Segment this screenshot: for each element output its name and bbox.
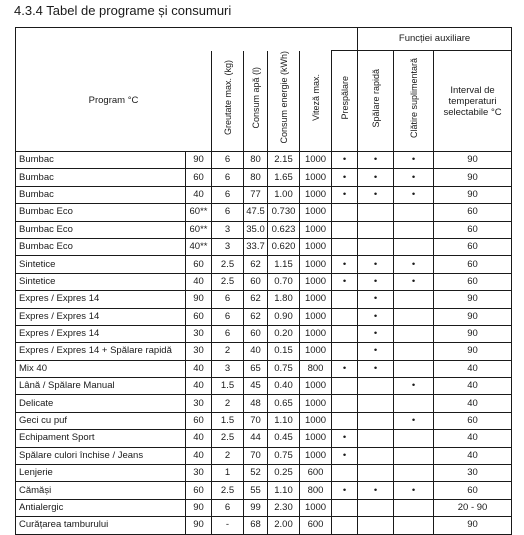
energy-consumption-cell: 0.75 — [268, 447, 300, 464]
energy-consumption-cell: 0.45 — [268, 430, 300, 447]
water-header: Consum apă (l) — [244, 51, 268, 152]
program-temperature-cell: 30 — [186, 343, 212, 360]
prewash-cell — [332, 395, 358, 412]
table-row — [16, 360, 512, 377]
program-name-cell: Lenjerie — [16, 465, 186, 482]
program-temperature-cell: 40 — [186, 186, 212, 203]
extra-rinse-cell — [394, 204, 434, 221]
program-name-cell: Sintetice — [16, 256, 186, 273]
table-row — [16, 221, 512, 238]
extra-rinse-cell — [394, 343, 434, 360]
program-temperature-cell: 60 — [186, 308, 212, 325]
table-row — [16, 325, 512, 342]
max-weight-cell: 3 — [212, 360, 244, 377]
extra-rinse-cell: • — [394, 186, 434, 203]
max-speed-cell: 600 — [300, 465, 332, 482]
program-temperature-cell: 60 — [186, 482, 212, 499]
water-consumption-cell: 77 — [244, 186, 268, 203]
program-header: Program °C — [16, 51, 212, 152]
extra-rinse-cell — [394, 499, 434, 516]
water-consumption-cell: 62 — [244, 308, 268, 325]
water-consumption-cell: 99 — [244, 499, 268, 516]
temperature-range-cell: 20 - 90 — [434, 499, 512, 516]
program-name-cell: Sintetice — [16, 273, 186, 290]
program-temperature-cell: 90 — [186, 517, 212, 534]
extra-rinse-cell — [394, 395, 434, 412]
max-weight-cell: 2 — [212, 395, 244, 412]
energy-consumption-cell: 0.15 — [268, 343, 300, 360]
water-consumption-cell: 52 — [244, 465, 268, 482]
extra-rinse-cell — [394, 447, 434, 464]
max-weight-cell: 1.5 — [212, 378, 244, 395]
program-name-cell: Spălare culori închise / Jeans — [16, 447, 186, 464]
energy-consumption-cell: 0.620 — [268, 238, 300, 255]
quick-wash-cell — [358, 395, 394, 412]
max-speed-cell: 1000 — [300, 186, 332, 203]
extra-rinse-cell: • — [394, 256, 434, 273]
max-speed-cell: 1000 — [300, 499, 332, 516]
max-weight-cell: 2 — [212, 447, 244, 464]
water-consumption-cell: 65 — [244, 360, 268, 377]
max-weight-cell: 6 — [212, 152, 244, 169]
energy-consumption-cell: 0.25 — [268, 465, 300, 482]
program-name-cell: Bumbac Eco — [16, 204, 186, 221]
temperature-range-cell: 90 — [434, 517, 512, 534]
max-speed-cell: 1000 — [300, 378, 332, 395]
max-speed-cell: 1000 — [300, 152, 332, 169]
max-weight-cell: 6 — [212, 169, 244, 186]
prewash-cell — [332, 238, 358, 255]
energy-consumption-cell: 1.65 — [268, 169, 300, 186]
temperature-range-cell: 40 — [434, 430, 512, 447]
energy-consumption-cell: 0.623 — [268, 221, 300, 238]
table-row — [16, 499, 512, 516]
prewash-cell: • — [332, 482, 358, 499]
water-consumption-cell: 44 — [244, 430, 268, 447]
prewash-cell — [332, 499, 358, 516]
quick-wash-cell: • — [358, 169, 394, 186]
quick-wash-cell: • — [358, 325, 394, 342]
program-name-cell: Expres / Expres 14 — [16, 291, 186, 308]
quick-wash-header: Spălare rapidă — [358, 51, 394, 152]
program-name-cell: Curățarea tamburului — [16, 517, 186, 534]
temperature-range-cell: 90 — [434, 308, 512, 325]
max-speed-cell: 1000 — [300, 447, 332, 464]
temperature-range-cell: 90 — [434, 186, 512, 203]
prewash-cell — [332, 378, 358, 395]
table-row — [16, 152, 512, 169]
prewash-cell: • — [332, 360, 358, 377]
water-consumption-cell: 35.0 — [244, 221, 268, 238]
program-name-cell: Bumbac Eco — [16, 221, 186, 238]
quick-wash-cell: • — [358, 152, 394, 169]
water-consumption-cell: 60 — [244, 325, 268, 342]
extra-rinse-cell — [394, 308, 434, 325]
max-weight-cell: 6 — [212, 308, 244, 325]
temperature-range-cell: 40 — [434, 447, 512, 464]
table-row — [16, 291, 512, 308]
temperature-range-cell: 30 — [434, 465, 512, 482]
prewash-cell — [332, 308, 358, 325]
temperature-range-cell: 90 — [434, 291, 512, 308]
energy-consumption-cell: 0.75 — [268, 360, 300, 377]
prewash-cell: • — [332, 273, 358, 290]
energy-consumption-cell: 1.10 — [268, 482, 300, 499]
quick-wash-cell: • — [358, 482, 394, 499]
program-temperature-cell: 40 — [186, 273, 212, 290]
energy-consumption-cell: 0.20 — [268, 325, 300, 342]
program-temperature-cell: 90 — [186, 291, 212, 308]
max-speed-cell: 1000 — [300, 412, 332, 429]
temperature-range-cell: 40 — [434, 378, 512, 395]
prewash-cell — [332, 517, 358, 534]
program-temperature-cell: 30 — [186, 465, 212, 482]
water-consumption-cell: 80 — [244, 169, 268, 186]
energy-consumption-cell: 0.40 — [268, 378, 300, 395]
table-row — [16, 378, 512, 395]
energy-consumption-cell: 1.15 — [268, 256, 300, 273]
program-temperature-cell: 30 — [186, 395, 212, 412]
extra-rinse-cell — [394, 291, 434, 308]
table-row — [16, 169, 512, 186]
quick-wash-cell — [358, 412, 394, 429]
quick-wash-cell: • — [358, 186, 394, 203]
temperature-range-cell: 60 — [434, 412, 512, 429]
max-weight-cell: - — [212, 517, 244, 534]
programs-table-body — [16, 152, 512, 535]
extra-rinse-cell — [394, 517, 434, 534]
max-weight-cell: 2.5 — [212, 256, 244, 273]
prewash-cell: • — [332, 447, 358, 464]
max-weight-cell: 2.5 — [212, 430, 244, 447]
energy-consumption-cell: 1.10 — [268, 412, 300, 429]
prewash-cell — [332, 465, 358, 482]
prewash-cell — [332, 343, 358, 360]
extra-rinse-cell: • — [394, 412, 434, 429]
energy-consumption-cell: 1.00 — [268, 186, 300, 203]
max-speed-cell: 1000 — [300, 343, 332, 360]
quick-wash-cell — [358, 204, 394, 221]
program-name-cell: Geci cu puf — [16, 412, 186, 429]
program-name-cell: Bumbac — [16, 152, 186, 169]
max-speed-cell: 1000 — [300, 273, 332, 290]
temperature-range-cell: 40 — [434, 360, 512, 377]
max-speed-cell: 1000 — [300, 395, 332, 412]
program-temperature-cell: 90 — [186, 152, 212, 169]
max-speed-cell: 1000 — [300, 325, 332, 342]
extra-rinse-cell — [394, 221, 434, 238]
table-row — [16, 482, 512, 499]
table-row — [16, 256, 512, 273]
program-temperature-cell: 60 — [186, 412, 212, 429]
quick-wash-cell: • — [358, 256, 394, 273]
program-temperature-cell: 30 — [186, 325, 212, 342]
extra-rinse-cell: • — [394, 152, 434, 169]
program-temperature-cell: 40** — [186, 238, 212, 255]
max-weight-cell: 2.5 — [212, 482, 244, 499]
quick-wash-cell — [358, 430, 394, 447]
table-row — [16, 395, 512, 412]
program-name-cell: Expres / Expres 14 + Spălare rapidă — [16, 343, 186, 360]
program-name-cell: Bumbac — [16, 186, 186, 203]
table-row — [16, 343, 512, 360]
energy-consumption-cell: 0.730 — [268, 204, 300, 221]
temperature-range-cell: 60 — [434, 482, 512, 499]
energy-consumption-cell: 2.30 — [268, 499, 300, 516]
energy-consumption-cell: 2.00 — [268, 517, 300, 534]
prewash-cell — [332, 325, 358, 342]
program-temperature-cell: 40 — [186, 360, 212, 377]
temperature-range-cell: 60 — [434, 238, 512, 255]
max-speed-cell: 1000 — [300, 204, 332, 221]
max-speed-cell: 1000 — [300, 308, 332, 325]
max-weight-cell: 6 — [212, 186, 244, 203]
water-consumption-cell: 48 — [244, 395, 268, 412]
program-temperature-cell: 90 — [186, 499, 212, 516]
max-weight-cell: 3 — [212, 238, 244, 255]
temperature-range-cell: 60 — [434, 221, 512, 238]
water-consumption-cell: 33.7 — [244, 238, 268, 255]
quick-wash-cell — [358, 517, 394, 534]
water-consumption-cell: 45 — [244, 378, 268, 395]
max-weight-cell: 6 — [212, 291, 244, 308]
water-consumption-cell: 70 — [244, 447, 268, 464]
header-row-top — [16, 28, 512, 51]
quick-wash-cell — [358, 499, 394, 516]
program-name-cell: Bumbac — [16, 169, 186, 186]
quick-wash-cell — [358, 447, 394, 464]
water-consumption-cell: 60 — [244, 273, 268, 290]
page-title: 4.3.4 Tabel de programe și consumuri — [14, 3, 232, 18]
program-name-cell: Lână / Spălare Manual — [16, 378, 186, 395]
table-row — [16, 308, 512, 325]
water-consumption-cell: 62 — [244, 291, 268, 308]
quick-wash-cell — [358, 378, 394, 395]
program-name-cell: Mix 40 — [16, 360, 186, 377]
program-temperature-cell: 60 — [186, 256, 212, 273]
water-consumption-cell: 55 — [244, 482, 268, 499]
extra-rinse-cell — [394, 465, 434, 482]
extra-rinse-cell: • — [394, 169, 434, 186]
max-speed-cell: 1000 — [300, 221, 332, 238]
prewash-cell — [332, 204, 358, 221]
energy-consumption-cell: 0.90 — [268, 308, 300, 325]
max-weight-cell: 3 — [212, 221, 244, 238]
max-speed-cell: 800 — [300, 360, 332, 377]
aux-functions-header: Funcției auxiliare — [358, 28, 512, 51]
max-weight-cell: 6 — [212, 204, 244, 221]
temperature-range-cell: 90 — [434, 152, 512, 169]
program-name-cell: Antialergic — [16, 499, 186, 516]
temperature-range-cell: 60 — [434, 204, 512, 221]
max-weight-cell: 6 — [212, 325, 244, 342]
energy-consumption-cell: 1.80 — [268, 291, 300, 308]
program-name-cell: Expres / Expres 14 — [16, 325, 186, 342]
program-temperature-cell: 40 — [186, 447, 212, 464]
water-consumption-cell: 80 — [244, 152, 268, 169]
prewash-header: Prespălare — [332, 51, 358, 152]
table-row — [16, 412, 512, 429]
temperature-range-cell: 90 — [434, 325, 512, 342]
extra-rinse-cell — [394, 325, 434, 342]
quick-wash-cell — [358, 465, 394, 482]
max-weight-cell: 6 — [212, 499, 244, 516]
max-speed-cell: 1000 — [300, 256, 332, 273]
prewash-cell: • — [332, 152, 358, 169]
extra-rinse-cell — [394, 238, 434, 255]
table-row — [16, 186, 512, 203]
max-weight-cell: 1 — [212, 465, 244, 482]
program-name-cell: Echipament Sport — [16, 430, 186, 447]
speed-header: Viteză max. — [300, 51, 332, 152]
temperature-range-cell: 40 — [434, 395, 512, 412]
extra-rinse-cell: • — [394, 273, 434, 290]
prewash-cell — [332, 221, 358, 238]
prewash-cell: • — [332, 256, 358, 273]
quick-wash-cell — [358, 238, 394, 255]
table-row — [16, 204, 512, 221]
max-weight-cell: 2 — [212, 343, 244, 360]
program-temperature-cell: 60** — [186, 221, 212, 238]
quick-wash-cell: • — [358, 343, 394, 360]
program-name-cell: Expres / Expres 14 — [16, 308, 186, 325]
quick-wash-cell: • — [358, 308, 394, 325]
energy-consumption-cell: 0.70 — [268, 273, 300, 290]
program-temperature-cell: 40 — [186, 378, 212, 395]
max-speed-cell: 1000 — [300, 169, 332, 186]
program-name-cell: Bumbac Eco — [16, 238, 186, 255]
max-weight-cell: 1.5 — [212, 412, 244, 429]
table-row — [16, 447, 512, 464]
extra-rinse-cell — [394, 360, 434, 377]
program-temperature-cell: 60 — [186, 169, 212, 186]
max-speed-cell: 1000 — [300, 430, 332, 447]
max-speed-cell: 1000 — [300, 291, 332, 308]
program-name-cell: Cămăși — [16, 482, 186, 499]
table-row — [16, 517, 512, 534]
prewash-cell — [332, 291, 358, 308]
table-row — [16, 465, 512, 482]
max-speed-cell: 1000 — [300, 238, 332, 255]
table-row — [16, 430, 512, 447]
extra-rinse-cell: • — [394, 378, 434, 395]
prewash-cell: • — [332, 169, 358, 186]
energy-consumption-cell: 2.15 — [268, 152, 300, 169]
water-consumption-cell: 40 — [244, 343, 268, 360]
extra-rinse-cell — [394, 430, 434, 447]
prewash-cell: • — [332, 430, 358, 447]
energy-header: Consum energie (kWh) — [268, 51, 300, 152]
max-weight-cell: 2.5 — [212, 273, 244, 290]
water-consumption-cell: 62 — [244, 256, 268, 273]
programs-table — [15, 27, 512, 535]
quick-wash-cell — [358, 221, 394, 238]
program-temperature-cell: 60** — [186, 204, 212, 221]
prewash-cell: • — [332, 186, 358, 203]
quick-wash-cell: • — [358, 360, 394, 377]
extra-rinse-cell: • — [394, 482, 434, 499]
temperature-range-cell: 90 — [434, 343, 512, 360]
water-consumption-cell: 68 — [244, 517, 268, 534]
prewash-cell — [332, 412, 358, 429]
energy-consumption-cell: 0.65 — [268, 395, 300, 412]
weight-header: Greutate max. (kg) — [212, 51, 244, 152]
extra-rinse-header: Clătire suplimentară — [394, 51, 434, 152]
temperature-range-cell: 60 — [434, 256, 512, 273]
temperature-range-cell: 90 — [434, 169, 512, 186]
temperature-range-header: Interval de temperaturi selectabile °C — [434, 51, 512, 152]
header-row-columns — [16, 51, 512, 152]
table-row — [16, 273, 512, 290]
table-row — [16, 238, 512, 255]
quick-wash-cell: • — [358, 273, 394, 290]
water-consumption-cell: 47.5 — [244, 204, 268, 221]
temperature-range-cell: 60 — [434, 273, 512, 290]
water-consumption-cell: 70 — [244, 412, 268, 429]
max-speed-cell: 800 — [300, 482, 332, 499]
quick-wash-cell: • — [358, 291, 394, 308]
max-speed-cell: 600 — [300, 517, 332, 534]
program-name-cell: Delicate — [16, 395, 186, 412]
program-temperature-cell: 40 — [186, 430, 212, 447]
